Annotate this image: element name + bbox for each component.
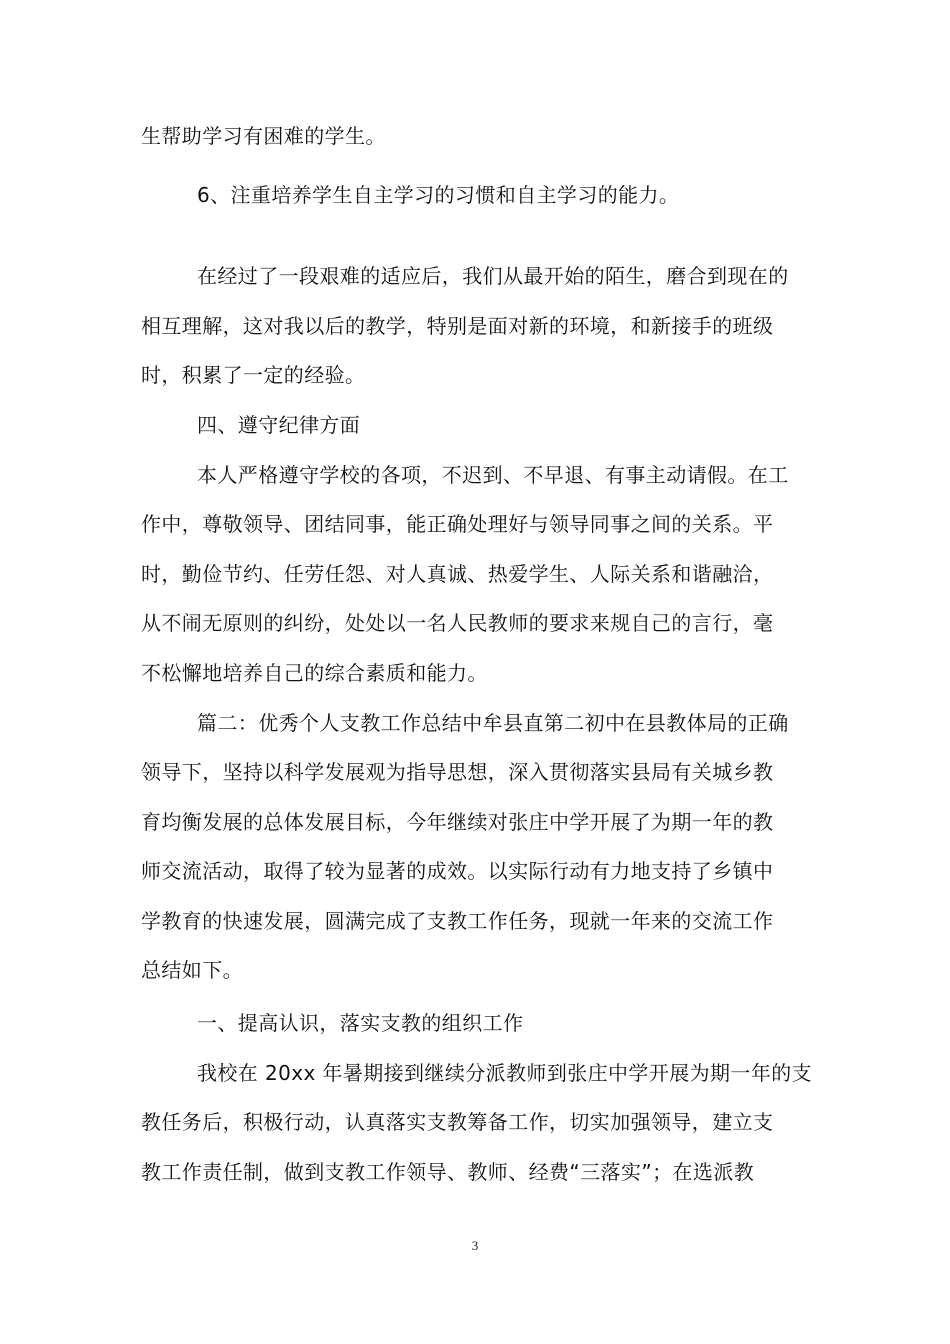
text-line: 教工作责任制，做到支教工作领导、教师、经费“三落实”；在选派教 [141,1160,755,1184]
list-item-6: 6、注重培养学生自主学习的习惯和自主学习的能力。 [197,183,680,207]
section-heading: 四、遵守纪律方面 [197,413,361,437]
paragraph-first-line: 本人严格遵守学校的各项，不迟到、不早退、有事主动请假。在工 [197,463,789,487]
text-line: 相互理解，这对我以后的教学，特别是面对新的环境，和新接手的班级 [141,314,774,338]
text-line: 时，勤俭节约、任劳任怨、对人真诚、热爱学生、人际关系和谐融洽， [141,562,774,586]
text-line: 师交流活动，取得了较为显著的成效。以实际行动有力地支持了乡镇中 [141,859,774,883]
text-line: 作中，尊敬领导、团结同事，能正确处理好与领导同事之间的关系。平 [141,512,774,536]
text-line: 不松懈地培养自己的综合素质和能力。 [141,661,488,685]
text-line: 领导下，坚持以科学发展观为指导思想，深入贯彻落实县局有关城乡教 [141,760,774,784]
paragraph-first-line: 篇二：优秀个人支教工作总结中牟县直第二初中在县教体局的正确 [197,711,789,735]
section-heading: 一、提高认识，落实支教的组织工作 [197,1011,524,1035]
text-line: 学教育的快速发展，圆满完成了支教工作任务，现就一年来的交流工作 [141,909,774,933]
text-line: 时，积累了一定的经验。 [141,363,366,387]
text-line: 育均衡发展的总体发展目标，今年继续对张庄中学开展了为期一年的教 [141,810,774,834]
paragraph-first-line: 在经过了一段艰难的适应后，我们从最开始的陌生，磨合到现在的 [197,264,789,288]
page-number: 3 [471,1238,479,1253]
text-line: 总结如下。 [141,958,243,982]
paragraph-first-line: 我校在 20xx 年暑期接到继续分派教师到张庄中学开展为期一年的支 [197,1061,813,1085]
text-line: 教任务后，积极行动，认真落实支教筹备工作，切实加强领导，建立支 [141,1110,774,1134]
text-line: 从不闹无原则的纠纷，处处以一名人民教师的要求来规自己的言行，毫 [141,611,774,635]
text-line: 生帮助学习有困难的学生。 [141,124,386,148]
